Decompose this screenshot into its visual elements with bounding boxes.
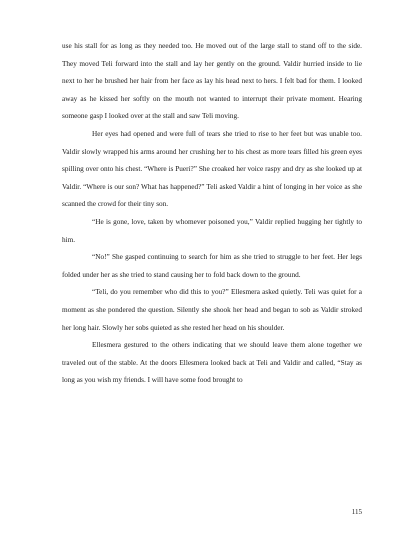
page-number: 115 xyxy=(351,508,362,516)
paragraph: “He is gone, love, taken by whomever poisoned you,” Valdir replied hugging her tightly to him. xyxy=(62,217,362,244)
paragraph: “Teli, do you remember who did this to you?” Ellesmera asked quietly. Teli was quiet for a moment as she pondered the question. Silently she shook her head and began to sob as Valdir stroked her long hair. Slowly her sobs quieted as she rested her head on his shoulder. xyxy=(62,288,362,332)
body-text xyxy=(62,38,362,390)
paragraph-continuation: use his stall for as long as they needed too. He moved out of the large stall to stand off to the side. They moved Teli forward into the stall and lay her gently on the ground. Valdir hurried inside to lie next to her he brushed her hair from her face as lay his head next to hers. I felt bad for them. I looked away as he kissed her softly on the mouth not wanted to interrupt their private moment. Hearing someone gasp I looked over at the stall and saw Teli moving. xyxy=(62,42,362,121)
paragraph: Ellesmera gestured to the others indicating that we should leave them alone together we traveled out of the stable. At the doors Ellesmera looked back at Teli and Valdir and called, “Stay as long as you wish my friends. I will have some food brought to xyxy=(62,341,362,385)
paragraph: “No!” She gasped continuing to search for him as she tried to struggle to her feet. Her legs folded under her as she tried to stand causing her to fold back down to the ground. xyxy=(62,253,362,279)
paragraph: Her eyes had opened and were full of tears she tried to rise to her feet but was unable too. Valdir slowly wrapped his arms around her crushing her to his chest as more tears filled his green eyes spilling over onto his chest. “Where is Pueri?” She croaked her voice raspy and dry as she looked up at Valdir. “Where is our son? What has happened?” Teli asked Valdir a hint of longing in her voice as she scanned the crowd for their tiny son. xyxy=(62,129,362,209)
